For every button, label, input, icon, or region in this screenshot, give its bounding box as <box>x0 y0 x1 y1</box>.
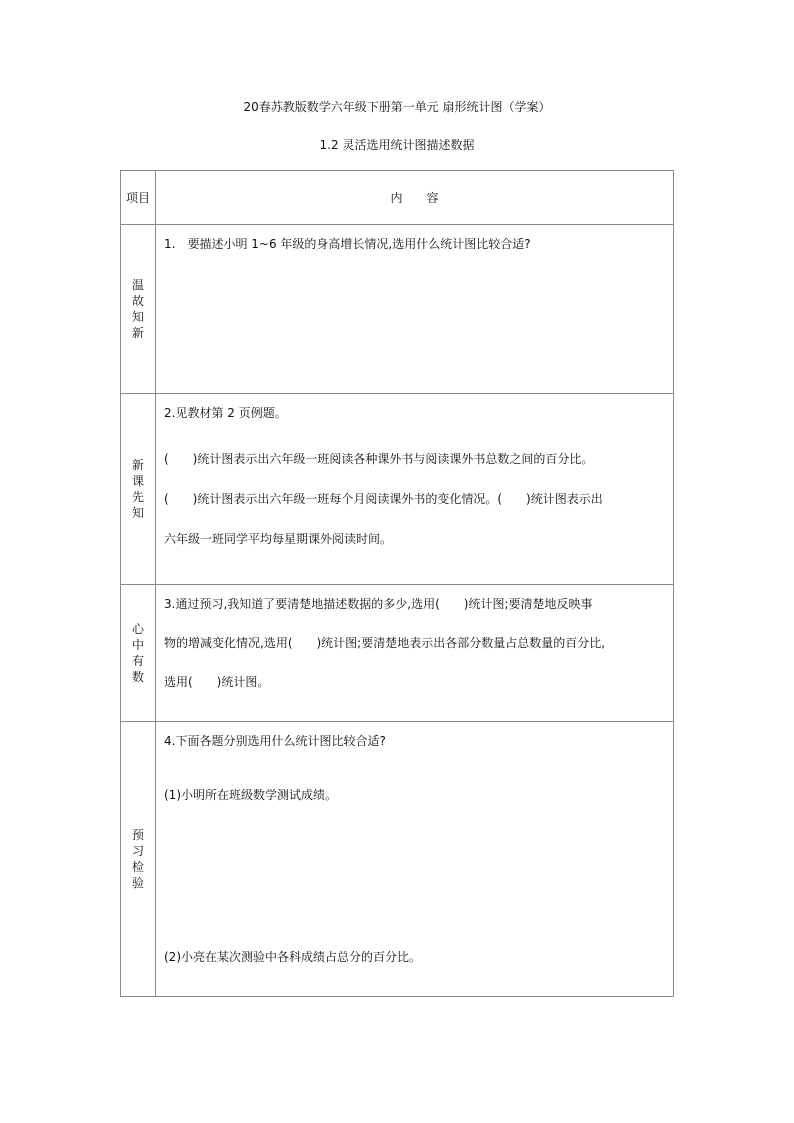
row-content-new-lesson <box>156 394 674 585</box>
table-row-new-lesson <box>121 394 674 585</box>
row-content-summary <box>156 585 674 722</box>
row-content-review <box>156 225 674 394</box>
worksheet-table <box>120 170 674 997</box>
question-4-part-2: (2)小亮在某次测验中各科成绩占总分的百分比。 <box>164 950 421 964</box>
document-title: 20春苏教版数学六年级下册第一单元 扇形统计图（学案） <box>243 100 551 114</box>
column-header-content: 内 容 <box>156 171 674 225</box>
question-2-intro: 2.见教材第 2 页例题。 <box>164 406 287 420</box>
question-2-blank-b-cont: 六年级一班同学平均每星期课外阅读时间。 <box>164 532 393 546</box>
row-label-check: 预习检验 <box>121 722 156 997</box>
row-label-review: 温故知新 <box>121 225 156 394</box>
question-3-line-3: 选用( )统计图。 <box>164 675 270 689</box>
question-4-part-1: (1)小明所在班级数学测试成绩。 <box>164 788 337 802</box>
column-header-item: 项目 <box>121 171 156 225</box>
row-content-check <box>156 722 674 997</box>
question-2-blank-a: ( )统计图表示出六年级一班阅读各种课外书与阅读课外书总数之间的百分比。 <box>164 452 594 466</box>
question-2-blank-b: ( )统计图表示出六年级一班每个月阅读课外书的变化情况。( )统计图表示出 <box>164 492 603 506</box>
question-3-line-1: 3.通过预习,我知道了要清楚地描述数据的多少,选用( )统计图;要清楚地反映事 <box>164 597 593 611</box>
question-1: 1. 要描述小明 1~6 年级的身高增长情况,选用什么统计图比较合适? <box>164 237 531 251</box>
row-label-new-lesson: 新课先知 <box>121 394 156 585</box>
row-label-summary: 心中有数 <box>121 585 156 722</box>
table-row-review <box>121 225 674 394</box>
table-row-check <box>121 722 674 997</box>
table-row-summary <box>121 585 674 722</box>
question-3-line-2: 物的增减变化情况,选用( )统计图;要清楚地表示出各部分数量占总数量的百分比, <box>164 636 606 650</box>
table-header-row <box>121 171 674 225</box>
question-4-intro: 4.下面各题分别选用什么统计图比较合适? <box>164 734 386 748</box>
document-subtitle: 1.2 灵活选用统计图描述数据 <box>319 138 475 152</box>
